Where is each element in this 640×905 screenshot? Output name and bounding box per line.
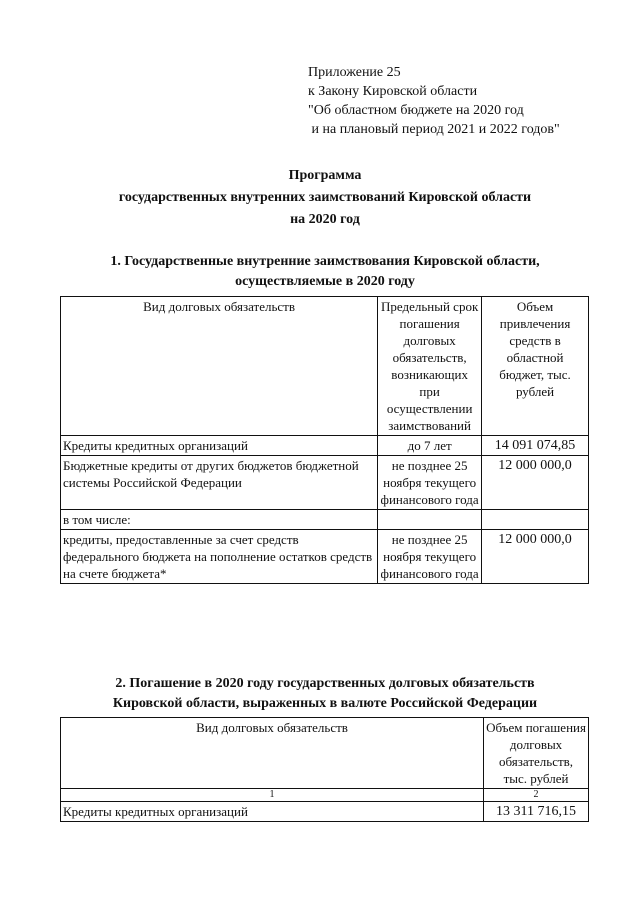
index-cell: 1 xyxy=(61,789,484,802)
section2-heading-line: 2. Погашение в 2020 году государственных долговых обязательств xyxy=(115,676,535,691)
title-line: на 2020 год xyxy=(290,212,360,227)
cell-term: не позднее 25 ноября текущего финансового года xyxy=(378,530,482,584)
cell-amount: 12 000 000,0 xyxy=(482,530,589,584)
cell-amount: 12 000 000,0 xyxy=(482,456,589,510)
table-row xyxy=(61,436,589,456)
appendix-line: Приложение 25 xyxy=(308,65,401,80)
appendix-line: и на плановый период 2021 и 2022 годов" xyxy=(308,122,560,137)
cell-term: не позднее 25 ноября текущего финансового года xyxy=(378,456,482,510)
title-line: государственных внутренних заимствований Кировской области xyxy=(118,190,532,205)
section1-heading-line: осуществляемые в 2020 году xyxy=(235,274,415,289)
section2-heading xyxy=(40,674,610,714)
cell-term xyxy=(378,510,482,530)
appendix-block xyxy=(308,63,560,139)
cell-amount: 14 091 074,85 xyxy=(482,436,589,456)
cell-type: Бюджетные кредиты от других бюджетов бюджетной системы Российской Федерации xyxy=(61,456,378,510)
header-cell: Объем привлечения средств в областной бюджет, тыс. рублей xyxy=(482,297,589,436)
section2-heading-line: Кировской области, выраженных в валюте Российской Федерации xyxy=(112,696,538,711)
appendix-line: "Об областном бюджете на 2020 год xyxy=(308,103,524,118)
header-cell: Вид долговых обязательств xyxy=(61,718,484,789)
header-cell: Предельный срок погашения долговых обязательств, возникающих при осуществлении заимствований xyxy=(378,297,482,436)
section1-heading xyxy=(40,252,610,292)
table-index-row xyxy=(61,789,589,802)
header-cell: Вид долговых обязательств xyxy=(61,297,378,436)
cell-term: до 7 лет xyxy=(378,436,482,456)
cell-amount: 13 311 716,15 xyxy=(484,802,589,822)
cell-type: Кредиты кредитных организаций xyxy=(61,436,378,456)
header-cell: Объем погашения долговых обязательств, тыс. рублей xyxy=(484,718,589,789)
section1-heading-line: 1. Государственные внутренние заимствования Кировской области, xyxy=(110,254,540,269)
cell-type: кредиты, предоставленные за счет средств федерального бюджета на пополнение остатков средств на счете бюджета* xyxy=(61,530,378,584)
repayment-table xyxy=(60,717,589,822)
table-header-row xyxy=(61,718,589,789)
table-row xyxy=(61,530,589,584)
table-row xyxy=(61,802,589,822)
title-line: Программа xyxy=(288,168,362,183)
table-row xyxy=(61,456,589,510)
cell-type: в том числе: xyxy=(61,510,378,530)
appendix-line: к Закону Кировской области xyxy=(308,84,478,99)
cell-amount xyxy=(482,510,589,530)
index-cell: 2 xyxy=(484,789,589,802)
table-header-row xyxy=(61,297,589,436)
table-row xyxy=(61,510,589,530)
cell-type: Кредиты кредитных организаций xyxy=(61,802,484,822)
document-title xyxy=(60,165,590,231)
borrowings-table xyxy=(60,296,589,584)
